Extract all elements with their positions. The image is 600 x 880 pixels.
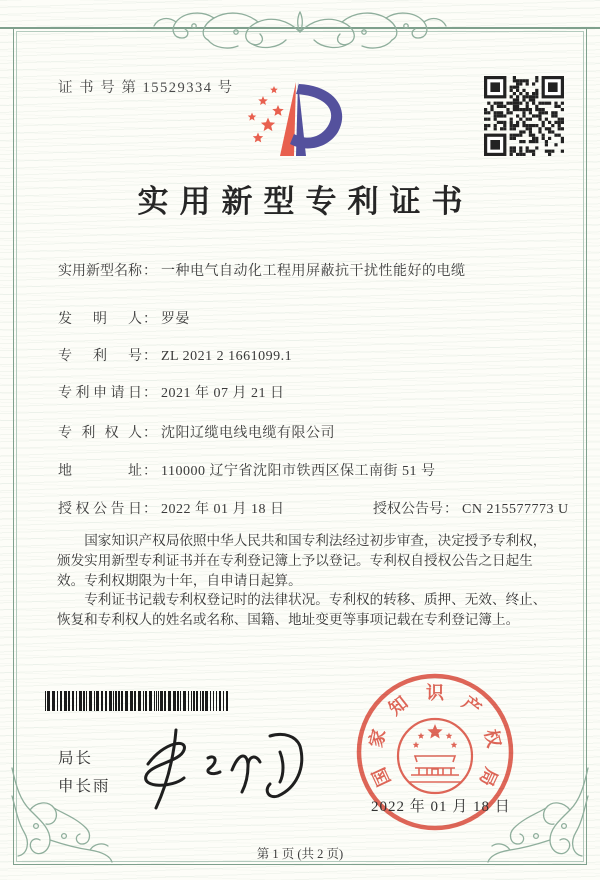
field-value: 2021 年 07 月 21 日 [161,386,285,401]
svg-text:家: 家 [365,727,390,750]
field-label: 实用新型名称 [58,264,142,279]
svg-text:国: 国 [368,764,395,790]
certificate-number: 证 书 号 第 15529334 号 [58,80,234,96]
field-row-inventor: 发明人： 罗晏 [58,308,190,328]
field-row-name: 实用新型名称： 一种电气自动化工程用屏蔽抗干扰性能好的电缆 [58,260,466,280]
field-value: 2022 年 01 月 18 日 [161,502,285,517]
qr-code [484,76,564,156]
field-row-filing-date: 专利申请日： 2021 年 07 月 21 日 [58,382,285,402]
field-label: 地址 [58,464,142,479]
director-name: 申长雨 [58,778,111,795]
field-label: 专利号 [58,349,142,364]
svg-text:局: 局 [475,764,502,790]
svg-text:产: 产 [458,692,485,720]
field-label: 授权公告日 [58,502,142,517]
certificate-title: 实用新型专利证书 [137,184,474,219]
grant-publication-number: 授权公告号： CN 215577773 U [373,502,569,517]
field-value: ZL 2021 2 1661099.1 [161,349,293,364]
top-border-line [0,27,600,29]
field-value: 110000 辽宁省沈阳市铁西区保工南街 51 号 [161,464,436,479]
barcode [45,691,229,711]
field-row-grant-date: 授权公告日： 2022 年 01 月 18 日 授权公告号： CN 215577773 U [58,498,285,518]
seal-date: 2022 年 01 月 18 日 [371,799,511,815]
legal-paragraph-1: 国家知识产权局依照中华人民共和国专利法经过初步审查，决定授予专利权，颁发实用新型专利证书并在专利登记簿上予以登记。专利权自授权公告之日起生效。专利权期限为十年，自申请日起算。 [57,533,547,588]
field-label: 专利申请日 [58,386,142,401]
field-label: 专利权人 [58,426,142,441]
legal-paragraph-2: 专利证书记载专利权登记时的法律状况。专利权的转移、质押、无效、终止、恢复和专利权人的姓名或名称、国籍、地址变更等事项记载在专利登记簿上。 [57,592,547,628]
field-label: 发明人 [58,312,142,327]
field-row-patentee: 专利权人： 沈阳辽缆电线电缆有限公司 [58,422,335,442]
page-number: 第 1 页 (共 2 页) [256,847,344,861]
svg-text:权: 权 [480,727,505,750]
legal-text [57,531,551,630]
field-row-address: 地址： 110000 辽宁省沈阳市铁西区保工南街 51 号 [58,460,435,480]
field-value: 一种电气自动化工程用屏蔽抗干扰性能好的电缆 [161,264,466,279]
field-row-patent-number: 专利号： ZL 2021 2 1661099.1 [58,345,292,365]
cnipa-logo-icon [230,74,360,166]
field-value: 罗晏 [161,312,190,327]
field-value: 沈阳辽缆电线电缆有限公司 [161,426,335,441]
svg-text:知: 知 [385,692,412,720]
svg-text:识: 识 [426,683,444,703]
director-title: 局长 [58,750,94,767]
director-signature [128,722,328,818]
